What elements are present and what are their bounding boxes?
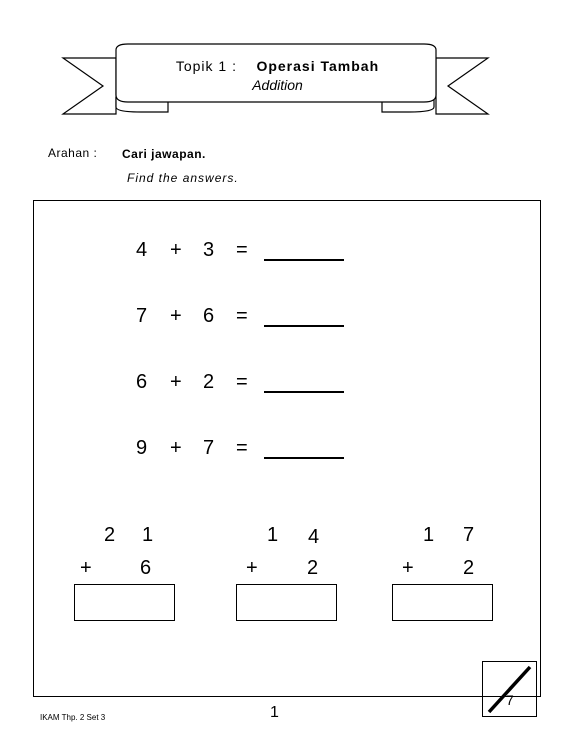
plus-sign: + [246, 557, 258, 579]
operand-a: 9 [136, 437, 148, 459]
page-number: 1 [270, 704, 279, 721]
horizontal-problem-2 [136, 305, 356, 331]
score-total: 7 [506, 692, 514, 708]
instruction-translation: Find the answers. [127, 171, 239, 185]
operand-b: 7 [203, 437, 215, 459]
topic-label: Topik 1 : [175, 58, 237, 74]
horizontal-problem-4 [136, 437, 356, 463]
footer-code: IKAM Thp. 2 Set 3 [40, 713, 106, 722]
bottom-ones: 2 [307, 557, 319, 579]
equals-sign: = [236, 305, 248, 327]
answer-blank[interactable] [264, 391, 344, 393]
score-box[interactable] [482, 661, 537, 717]
operand-a: 7 [136, 305, 148, 327]
topic-heading [120, 58, 435, 74]
topic-title: Operasi Tambah [256, 58, 380, 74]
answer-box-3[interactable] [392, 584, 493, 621]
bottom-ones: 2 [463, 557, 475, 579]
plus-sign: + [170, 305, 182, 327]
plus-sign: + [170, 371, 182, 393]
operand-b: 2 [203, 371, 215, 393]
plus-sign: + [170, 239, 182, 261]
top-tens: 1 [423, 524, 435, 546]
operand-a: 4 [136, 239, 148, 261]
plus-sign: + [80, 557, 92, 579]
answer-blank[interactable] [264, 457, 344, 459]
operand-b: 6 [203, 305, 215, 327]
equals-sign: = [236, 437, 248, 459]
plus-sign: + [402, 557, 414, 579]
bottom-ones: 6 [140, 557, 152, 579]
answer-blank[interactable] [264, 325, 344, 327]
answer-box-1[interactable] [74, 584, 175, 621]
answer-box-2[interactable] [236, 584, 337, 621]
horizontal-problem-3 [136, 371, 356, 397]
top-ones: 1 [142, 524, 154, 546]
top-ones: 4 [308, 526, 320, 548]
equals-sign: = [236, 371, 248, 393]
topic-subtitle: Addition [252, 77, 303, 93]
top-tens: 1 [267, 524, 279, 546]
top-tens: 2 [104, 524, 116, 546]
horizontal-problem-1 [136, 239, 356, 265]
instruction-label: Arahan : [48, 146, 98, 160]
plus-sign: + [170, 437, 182, 459]
instruction-text: Cari jawapan. [122, 147, 206, 161]
operand-a: 6 [136, 371, 148, 393]
operand-b: 3 [203, 239, 215, 261]
answer-blank[interactable] [264, 259, 344, 261]
equals-sign: = [236, 239, 248, 261]
top-ones: 7 [463, 524, 475, 546]
